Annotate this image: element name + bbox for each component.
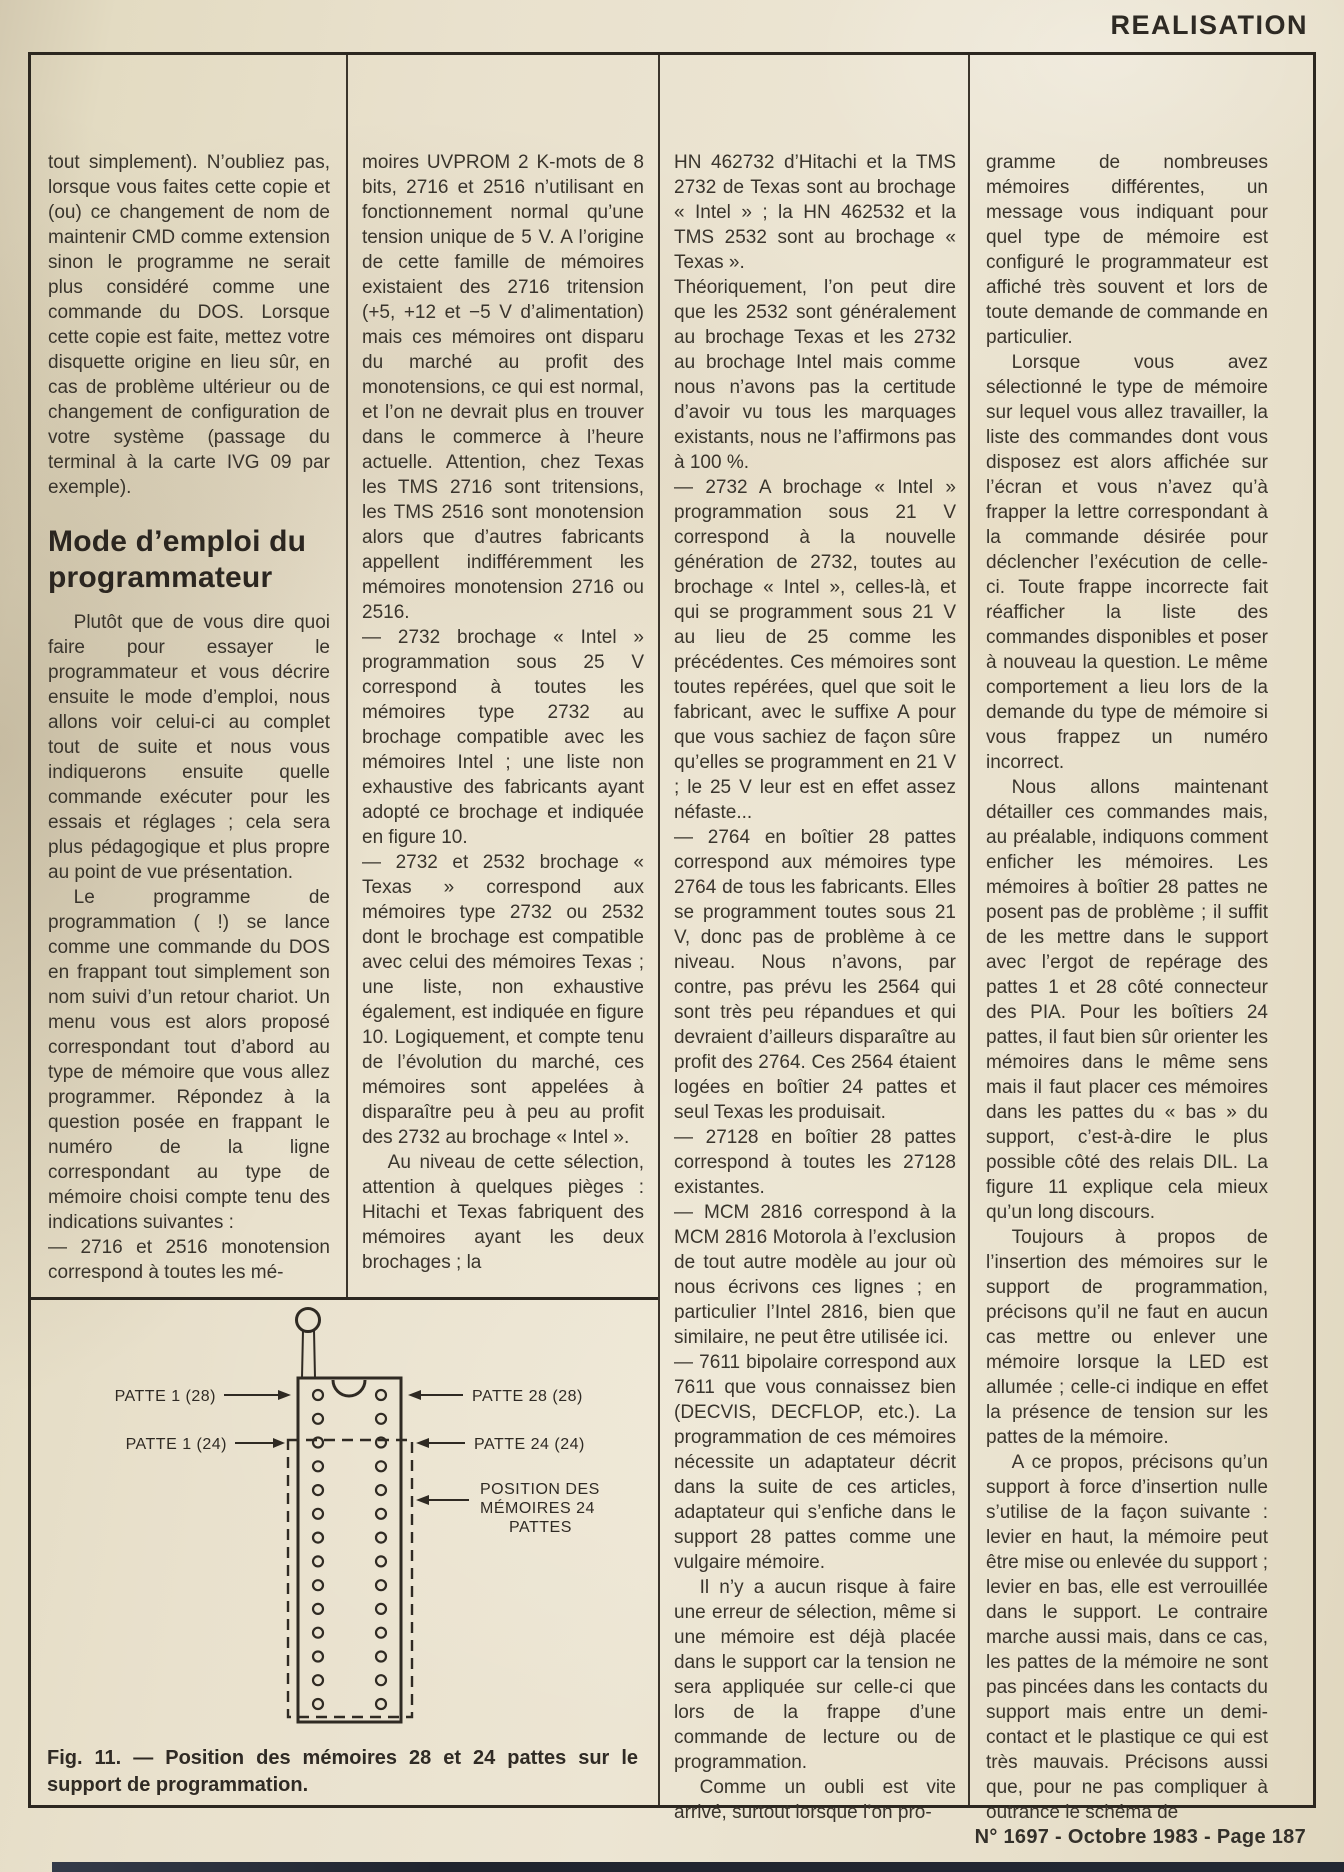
notch-icon xyxy=(333,1380,365,1396)
label-patte-28-28: PATTE 28 (28) xyxy=(472,1388,583,1405)
pin-holes xyxy=(313,1390,386,1709)
pin-hole xyxy=(313,1699,323,1709)
pin-hole xyxy=(376,1675,386,1685)
label-patte-1-24: PATTE 1 (24) xyxy=(125,1436,227,1453)
arrowhead-right-icon xyxy=(278,1390,291,1400)
label-patte-1-28: PATTE 1 (28) xyxy=(114,1388,216,1405)
pin-hole xyxy=(376,1699,386,1709)
section-heading: Mode d’emploi du programmateur xyxy=(48,525,307,594)
paragraph: Comme un oubli est vite arrivé, surtout lorsque l’on pro- xyxy=(674,1777,956,1823)
arrowhead-right-icon xyxy=(273,1438,285,1448)
pin-hole xyxy=(313,1628,323,1638)
pin-hole xyxy=(313,1604,323,1614)
paragraph: Plutôt que de vous dire quoi faire pour essayer le programmateur et vous décrire ensuite le mode d’emploi, nous allons voir celui-ci au complet tout de suite et nous vous indiquerons ensuite quelle commande exécuter pour les essais et réglages ; cela sera plus pédagogique et plus propre au point de vue présentation. xyxy=(48,612,330,883)
figure-11 xyxy=(31,1300,658,1805)
pin-hole xyxy=(313,1390,323,1400)
column-rule-3 xyxy=(968,55,970,1805)
label-patte-24-24: PATTE 24 (24) xyxy=(474,1436,585,1453)
dip24-dashed-outline xyxy=(288,1440,412,1717)
paragraph: Au niveau de cette sélection, attention à quelques pièges : Hitachi et Texas fabriquent des mémoires ayant les deux brochages ; la xyxy=(362,1152,644,1273)
pin-hole xyxy=(376,1533,386,1543)
column-rule-2 xyxy=(658,55,660,1805)
pin-hole xyxy=(376,1461,386,1471)
label-position-line1: POSITION DES xyxy=(480,1481,600,1498)
pin-hole xyxy=(313,1533,323,1543)
pin-hole xyxy=(376,1414,386,1424)
list-item-dash: — 2716 et 2516 monotension correspond à toutes les mé- xyxy=(48,1237,330,1283)
pin-hole xyxy=(313,1485,323,1495)
list-item-dash: — 2732 A brochage « Intel » programmation sous 21 V correspond à la nouvelle génération de 2732, toutes au brochage « Intel », celles-là, et qui se programment sous 21 V au lieu de 25 comme les précédentes. Ces mémoires sont toutes repérées, quel que soit le fabricant, avec le suffixe A pour que vous sachiez de façon sûre qu’elles se programment en 21 V ; le 25 V leur est en effet assez néfaste... xyxy=(674,477,956,823)
paragraph: Il n’y a aucun risque à faire une erreur de sélection, même si une mémoire est déjà placée dans le support car la tension ne sera appliquée sur celle-ci que lors de la frappe d’une commande de lecture ou de programmation. xyxy=(674,1577,956,1773)
paragraph: A ce propos, précisons qu’un support à force d’insertion nulle s’utilise de la façon suivante : levier en haut, la mémoire peut être mise ou enlevée du support ; levier en bas, elle est verrouillée dans le support. Le contraire marche aussi mais, dans ce cas, les pattes de la mémoire ne sont pas pincées dans les contacts du support mais entre un demi-contact et le plastique ce qui est très mauvais. Précisons aussi que, pour ne pas compliquer à outrance le schéma de xyxy=(986,1452,1269,1823)
figure-caption: Fig. 11. — Position des mémoires 28 et 24 pattes sur le support de programmation. xyxy=(47,1747,638,1796)
pin-hole xyxy=(376,1652,386,1662)
arrowhead-left-icon xyxy=(416,1495,429,1505)
list-item-dash: — 7611 bipolaire correspond aux 7611 que vous connaissez bien (DECVIS, DECFLOP, etc.). La programmation de ces mémoires nécessite un adaptateur décrit dans la suite de ces articles, adaptateur qui s’enfiche dans le support 28 pattes comme une vulgaire mémoire. xyxy=(674,1352,956,1573)
scan-edge xyxy=(52,1862,1344,1872)
paragraph: gramme de nombreuses mémoires différentes, un message vous indiquant pour quel type de mémoire est configuré le programmateur est affiché très souvent et lors de toute demande de commande en particulier. xyxy=(986,152,1268,348)
arrowhead-left-icon xyxy=(408,1390,421,1400)
pin-hole xyxy=(376,1556,386,1566)
pin-hole xyxy=(376,1390,386,1400)
list-item-dash: — 2764 en boîtier 28 pattes correspond aux mémoires type 2764 de tous les fabricants. Elles se programment toutes sous 21 V, donc pas de problème à ce niveau. Nous n’avons, par contre, pas prévu les 2564 qui sont très peu répandues et qui devraient d’ailleurs disparaître au profit des 2764. Ces 2564 étaient logées en boîtier 24 pattes et seul Texas les produisait. xyxy=(674,827,956,1123)
column-2 xyxy=(362,150,644,1290)
pin-hole xyxy=(313,1509,323,1519)
paragraph: Le programme de programmation ( !) se lance comme une commande du DOS en frappant tout simplement son nom suivi d’un retour chariot. Un menu vous est alors proposé correspondant tout d’abord au type de mémoire que vous allez programmer. Répondez à la question posée en frappant le numéro de la ligne correspondant au type de mémoire choisi compte tenu des indications suivantes : xyxy=(48,887,330,1233)
paragraph: Lorsque vous avez sélectionné le type de mémoire sur lequel vous allez travailler, la liste des commandes dont vous disposez est alors affichée sur l’écran et vous n’avez qu’à frapper la lettre correspondant à la commande désirée pour déclencher l’exécution de celle-ci. Toute frappe incorrecte fait réafficher la liste des commandes disponibles et poser à nouveau la question. Le même comportement a lieu lors de la demande du type de mémoire si vous frappez un numéro incorrect. xyxy=(986,352,1268,773)
zif-lever-icon xyxy=(297,1309,320,1379)
paragraph: moires UVPROM 2 K-mots de 8 bits, 2716 et 2516 n’utilisant en fonctionnement normal qu’une tension unique de 5 V. A l’origine de cette famille de mémoires existaient des 2716 tritension (+5, +12 et −5 V d’alimentation) mais ces mémoires ont disparu du marché au profit des monotensions, ce qui est normal, et l’on ne devrait plus en trouver dans le commerce à l’heure actuelle. Attention, chez Texas les TMS 2716 sont tritensions, les TMS 2516 sont monotension alors que d’autres fabricants appellent indifféremment les mémoires monotension 2716 ou 2516. xyxy=(362,152,644,623)
pin-hole xyxy=(376,1485,386,1495)
pin-hole xyxy=(376,1509,386,1519)
pin-hole xyxy=(376,1604,386,1614)
pin-hole xyxy=(313,1580,323,1590)
pin-hole xyxy=(313,1652,323,1662)
column-1 xyxy=(48,150,330,1290)
pin-hole xyxy=(376,1628,386,1638)
label-position-line3: PATTES xyxy=(509,1519,572,1536)
socket-outline xyxy=(298,1378,401,1722)
pin-hole xyxy=(313,1556,323,1566)
label-position-line2: MÉMOIRES 24 xyxy=(480,1500,595,1517)
pin-hole xyxy=(313,1675,323,1685)
list-item-dash: — 2732 et 2532 brochage « Texas » correspond aux mémoires type 2732 ou 2532 dont le brochage est compatible avec celui des mémoires Texas ; une liste, non exhaustive également, est indiquée en figure 10. Logiquement, et compte tenu de l’évolution du marché, ces mémoires sont appelées à disparaître peu à peu au profit des 2732 au brochage « Intel ». xyxy=(362,852,644,1148)
pin-hole xyxy=(313,1414,323,1424)
column-rule-1 xyxy=(346,55,348,1297)
paragraph: Théoriquement, l’on peut dire que les 2532 sont généralement au brochage Texas et les 2732 au brochage Intel mais comme nous n’avons pas la certitude d’avoir vu tous les marquages existants, nous ne l’affirmons pas à 100 %. xyxy=(674,277,956,473)
list-item-dash: — MCM 2816 correspond à la MCM 2816 Motorola à l’exclusion de tout autre modèle au jour où nous écrivons ces lignes ; en particulier l’Intel 2816, bien que similaire, ne peut être utilisée ici. xyxy=(674,1202,956,1348)
page-footer: N° 1697 - Octobre 1983 - Page 187 xyxy=(974,1826,1306,1848)
paragraph: Nous allons maintenant détailler ces commandes mais, au préalable, indiquons comment enficher les mémoires. Les mémoires à boîtier 28 pattes ne posent pas de problème ; il suffit de les mettre dans le support avec l’ergot de repérage des pattes 1 et 28 côté connecteur des PIA. Pour les boîtiers 24 pattes, il faut bien sûr orienter les mémoires dans le même sens mais il faut placer ces mémoires dans les pattes du « bas » du support, c’est-à-dire le plus possible côté des relais DIL. La figure 11 explique cela mieux qu’un long discours. xyxy=(986,777,1268,1223)
paragraph: Toujours à propos de l’insertion des mémoires sur le support de programmation, précisons qu’il ne faut en aucun cas mettre ou enlever une mémoire lorsque la LED est allumée ; celle-ci indique en effet la présence de tension sur les pattes de la mémoire. xyxy=(986,1227,1268,1448)
list-item-dash: — 27128 en boîtier 28 pattes correspond à toutes les 27128 existantes. xyxy=(674,1127,956,1198)
column-4 xyxy=(986,150,1269,1823)
pin-hole xyxy=(313,1461,323,1471)
fig11-diagram xyxy=(31,1300,658,1740)
paragraph: HN 462732 d’Hitachi et la TMS 2732 de Texas sont au brochage « Intel » ; la HN 462532 et la TMS 2532 sont au brochage « Texas ». xyxy=(674,152,956,273)
paragraph: tout simplement). N’oubliez pas, lorsque vous faites cette copie et (ou) ce changement de nom de maintenir CMD comme extension sinon le programme ne serait plus considéré comme une commande du DOS. Lorsque cette copie est faite, mettez votre disquette origine en lieu sûr, en cas de problème ultérieur ou de changement de configuration de votre système (passage du terminal à la carte IVG 09 par exemple). xyxy=(48,152,330,498)
list-item-dash: — 2732 brochage « Intel » programmation sous 25 V correspond à toutes les mémoires type 2732 au brochage compatible avec les mémoires Intel ; une liste non exhaustive des fabricants ayant adopté ce brochage et indiquée en figure 10. xyxy=(362,627,644,848)
pin-hole xyxy=(376,1580,386,1590)
arrowhead-left-icon xyxy=(416,1438,429,1448)
column-3 xyxy=(674,150,956,1823)
page-header-label: REALISATION xyxy=(1110,10,1308,40)
